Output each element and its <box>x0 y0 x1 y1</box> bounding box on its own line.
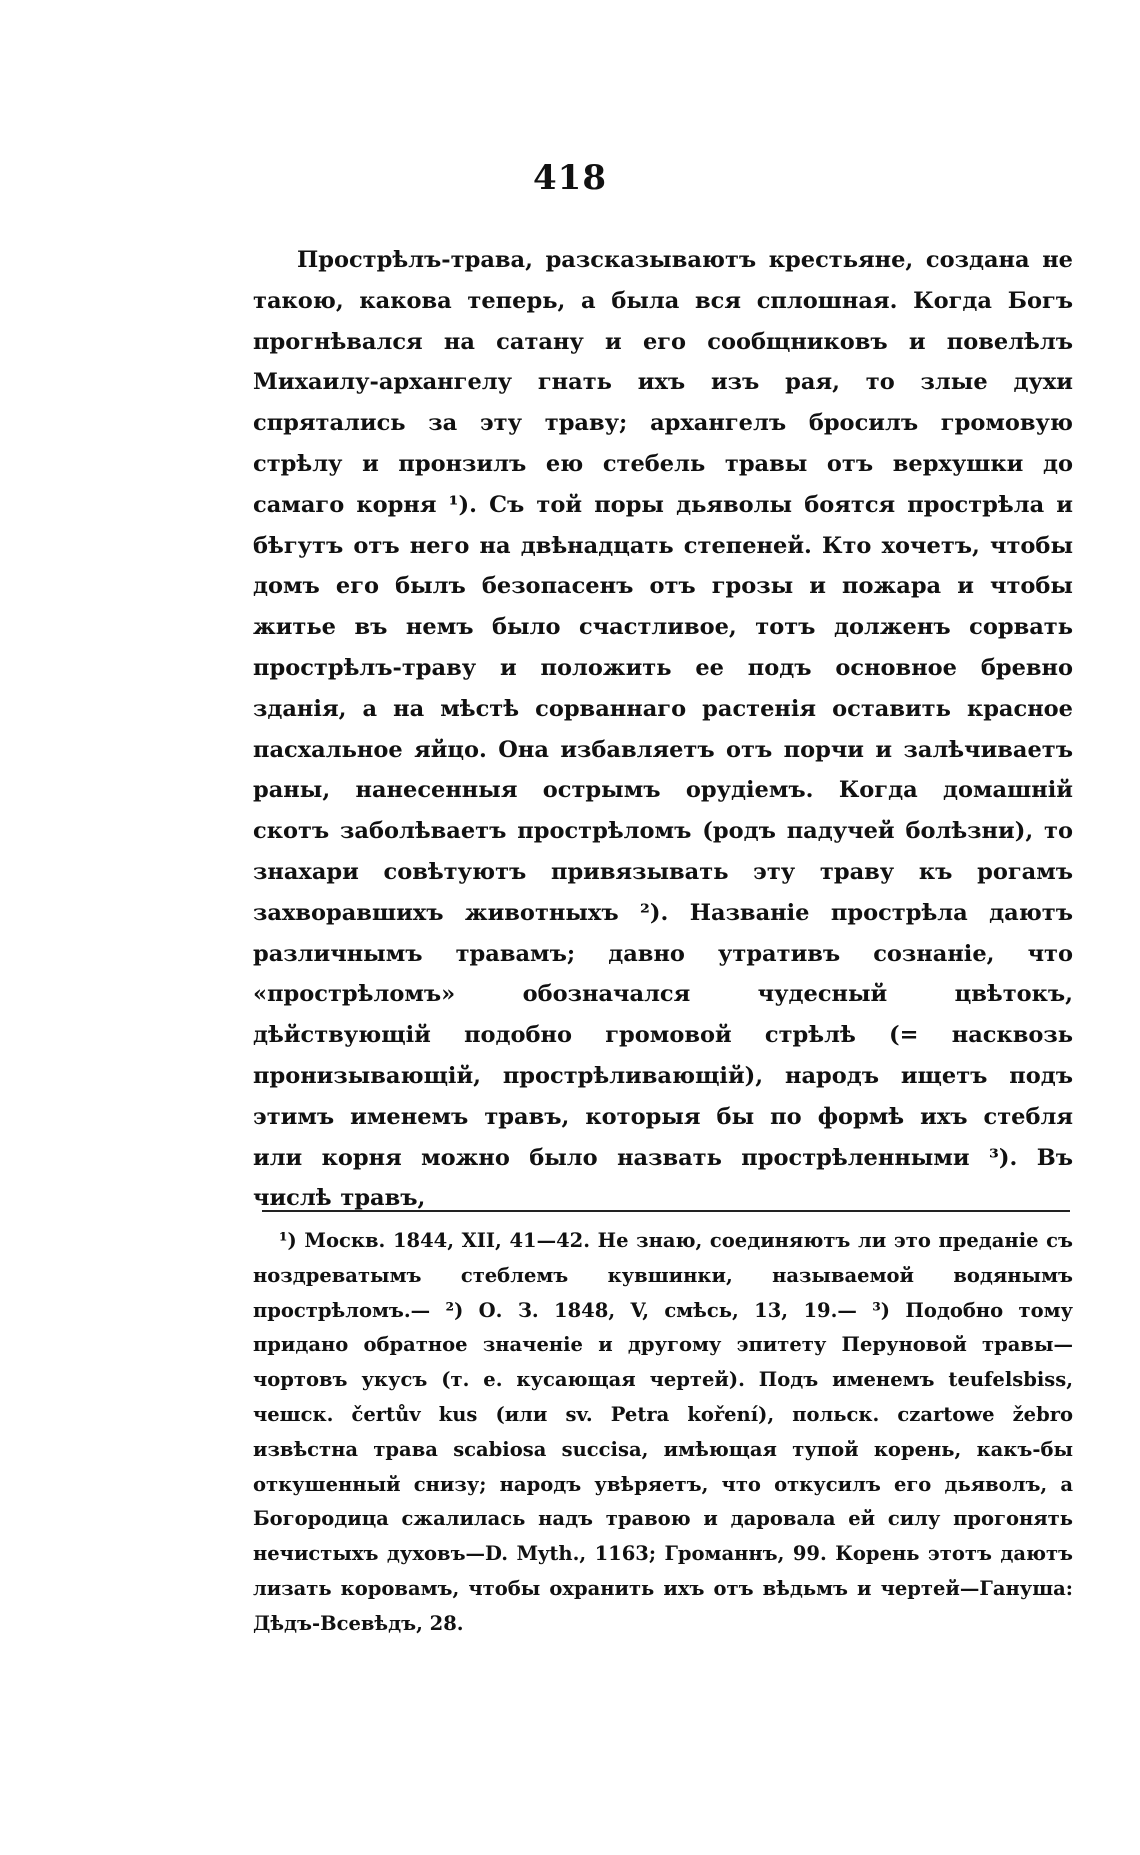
footnote-separator <box>262 1210 1070 1212</box>
page-number: 418 <box>533 158 607 198</box>
body-paragraph: Прострѣлъ-трава, разсказываютъ крестьяне, создана не такою, какова теперь, а была вся сплошная. Когда Богъ прогнѣвался на сатану и его сообщниковъ и повелѣлъ Михаилу-архангелу гнать ихъ изъ рая, то злые духи спрятались за эту траву; архангелъ бросилъ громовую стрѣлу и пронзилъ ею стебель травы отъ верхушки до самаго корня ¹). Съ той поры дьяволы боятся прострѣла и бѣгутъ отъ него на двѣнадцать степеней. Кто хочетъ, чтобы домъ его былъ безопасенъ отъ грозы и пожара и чтобы житье въ немъ было счастливое, тотъ долженъ сорвать прострѣлъ-траву и положить ее подъ основное бревно зданія, а на мѣстѣ сорваннаго растенія оставить красное пасхальное яйцо. Она избавляетъ отъ порчи и залѣчиваетъ раны, нанесенныя острымъ орудіемъ. Когда домашній скотъ заболѣваетъ прострѣломъ (родъ падучей болѣзни), то знахари совѣтуютъ привязывать эту траву къ рогамъ захворавшихъ животныхъ ²). Названіе прострѣла даютъ различнымъ травамъ; давно утративъ сознаніе, что «прострѣломъ» обозначался чудесный цвѣтокъ, дѣйствующій подобно громовой стрѣлѣ (= насквозь пронизывающій, прострѣливающій), народъ ищетъ подъ этимъ именемъ травъ, которыя бы по формѣ ихъ стебля или корня можно было назвать прострѣленными ³). Въ числѣ травъ, <box>253 247 1073 1212</box>
footnotes: ¹) Москв. 1844, XII, 41—42. Не знаю, соединяютъ ли это преданіе съ ноздреватымъ стеблемъ кувшинки, называемой водянымъ прострѣломъ.— ²) О. З. 1848, V, смѣсь, 13, 19.— ³) Подобно тому придано обратное значеніе и другому эпитету Перуновой травы—чортовъ укусъ (т. е. кусающая чертей). Подъ именемъ teufelsbiss, чешск. čertův kus (или sv. Petra koření), польск. czartowe žebro извѣстна трава scabiosa succisa, имѣющая тупой корень, какъ-бы откушенный снизу; народъ увѣряетъ, что откусилъ его дьяволъ, а Богородица сжалилась надъ травою и даровала ей силу прогонять нечистыхъ духовъ—D. Myth., 1163; Громаннъ, 99. Корень этотъ даютъ лизать коровамъ, чтобы охранить ихъ отъ вѣдьмъ и чертей—Гануша: Дѣдъ-Всевѣдъ, 28. <box>253 1229 1073 1635</box>
